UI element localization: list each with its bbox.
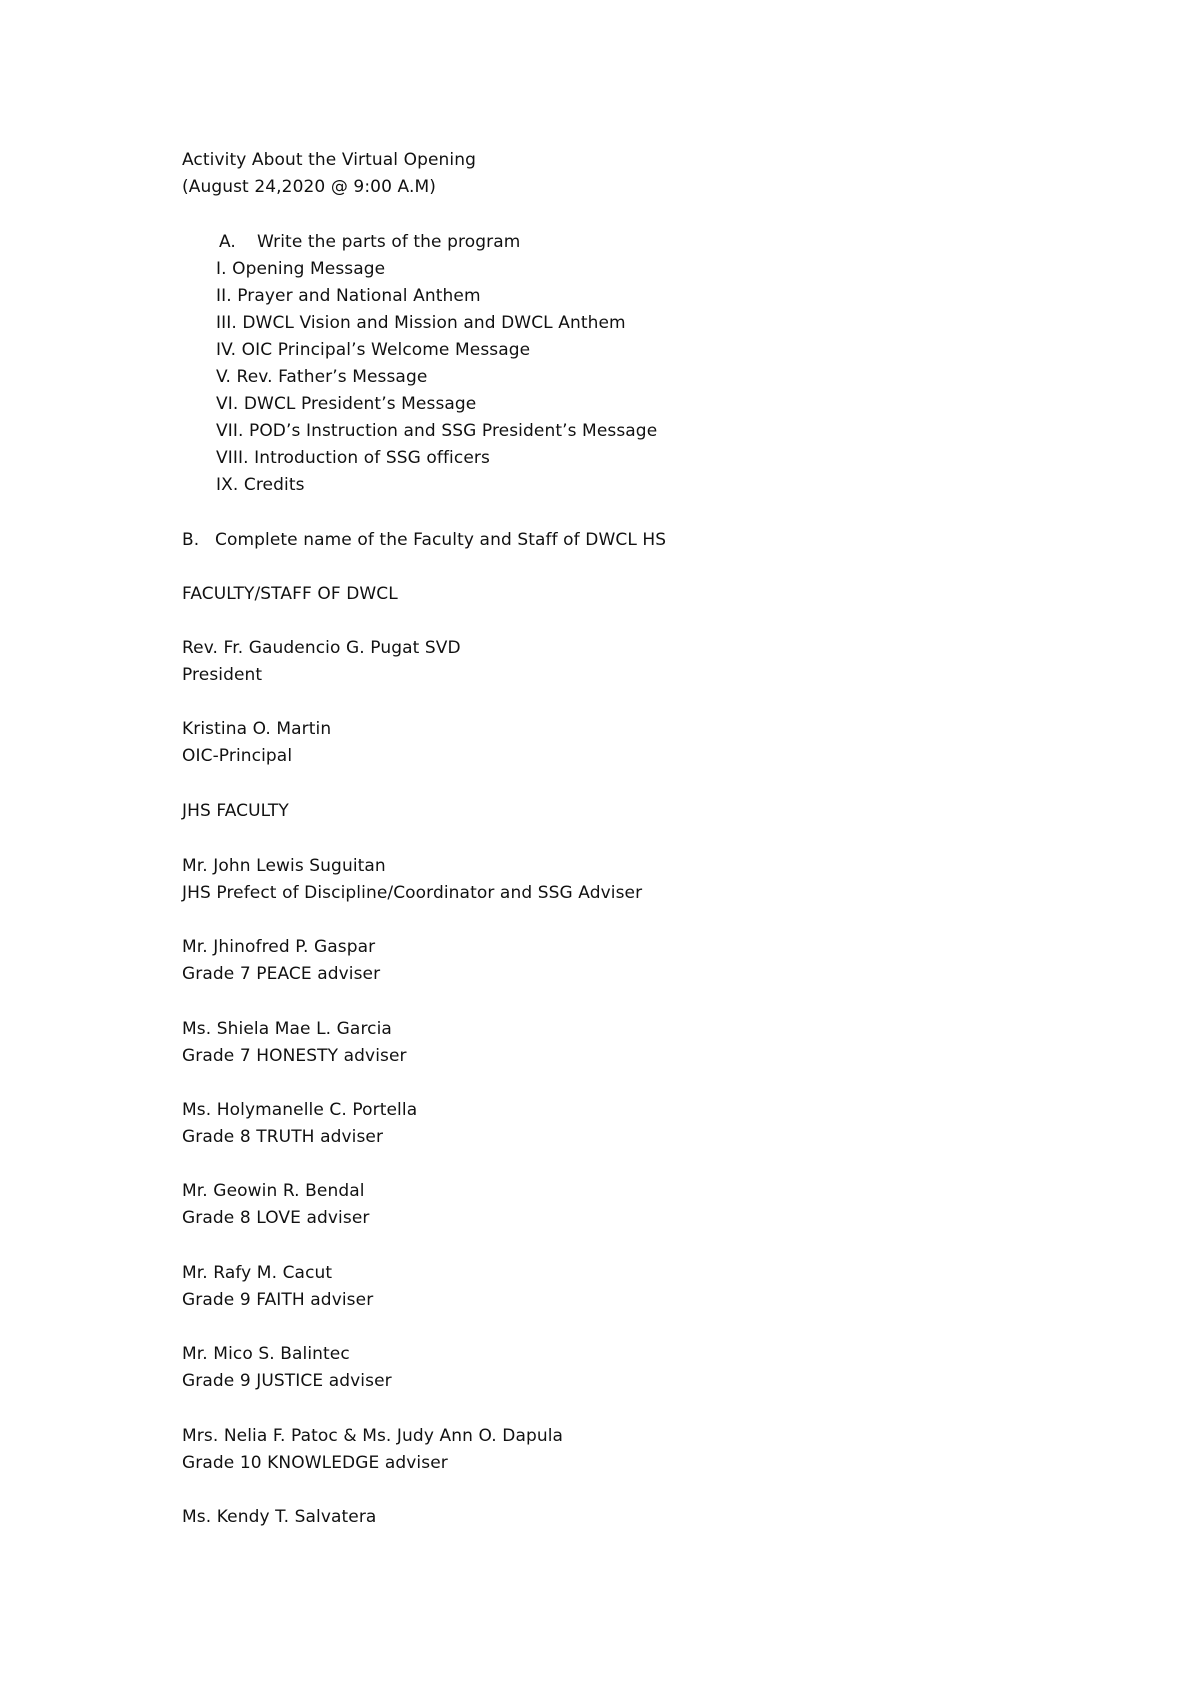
staff-name: Rev. Fr. Gaudencio G. Pugat SVD — [182, 638, 461, 658]
faculty-name: Mr. Geowin R. Bendal — [182, 1181, 365, 1201]
faculty-staff-heading: FACULTY/STAFF OF DWCL — [182, 584, 398, 604]
program-item: IX. Credits — [216, 475, 305, 495]
jhs-faculty-heading: JHS FACULTY — [182, 801, 289, 821]
section-b-heading — [182, 529, 666, 551]
faculty-role: Grade 8 LOVE adviser — [182, 1208, 370, 1228]
faculty-name: Ms. Kendy T. Salvatera — [182, 1507, 377, 1527]
faculty-name: Mr. Jhinofred P. Gaspar — [182, 937, 376, 957]
program-item: V. Rev. Father’s Message — [216, 367, 428, 387]
date-line: (August 24,2020 @ 9:00 A.M) — [182, 177, 436, 197]
section-a-marker: A. — [219, 232, 236, 252]
program-item: IV. OIC Principal’s Welcome Message — [216, 340, 531, 360]
staff-name: Kristina O. Martin — [182, 719, 332, 739]
staff-role: President — [182, 665, 263, 685]
faculty-name: Ms. Shiela Mae L. Garcia — [182, 1019, 392, 1039]
program-item: III. DWCL Vision and Mission and DWCL Anthem — [216, 313, 626, 333]
section-a-heading-text: Write the parts of the program — [257, 232, 521, 252]
faculty-role: Grade 8 TRUTH adviser — [182, 1127, 384, 1147]
program-item: VII. POD’s Instruction and SSG President’s Message — [216, 421, 658, 441]
section-b-heading-text: Complete name of the Faculty and Staff of DWCL HS — [215, 530, 667, 550]
faculty-role: Grade 9 FAITH adviser — [182, 1290, 374, 1310]
faculty-role: JHS Prefect of Discipline/Coordinator and SSG Adviser — [182, 883, 643, 903]
program-item: VI. DWCL President’s Message — [216, 394, 477, 414]
program-item: VIII. Introduction of SSG officers — [216, 448, 490, 468]
program-item: II. Prayer and National Anthem — [216, 286, 481, 306]
faculty-role: Grade 7 PEACE adviser — [182, 964, 381, 984]
document-title: Activity About the Virtual Opening — [182, 150, 476, 170]
program-item: I. Opening Message — [216, 259, 386, 279]
faculty-role: Grade 10 KNOWLEDGE adviser — [182, 1453, 448, 1473]
staff-role: OIC-Principal — [182, 746, 293, 766]
faculty-name: Mrs. Nelia F. Patoc & Ms. Judy Ann O. Dapula — [182, 1426, 564, 1446]
faculty-role: Grade 7 HONESTY adviser — [182, 1046, 407, 1066]
faculty-role: Grade 9 JUSTICE adviser — [182, 1371, 392, 1391]
faculty-name: Mr. John Lewis Suguitan — [182, 856, 386, 876]
faculty-name: Ms. Holymanelle C. Portella — [182, 1100, 418, 1120]
section-a-heading — [219, 231, 520, 253]
faculty-name: Mr. Rafy M. Cacut — [182, 1263, 333, 1283]
section-b-marker: B. — [182, 530, 200, 550]
faculty-name: Mr. Mico S. Balintec — [182, 1344, 350, 1364]
